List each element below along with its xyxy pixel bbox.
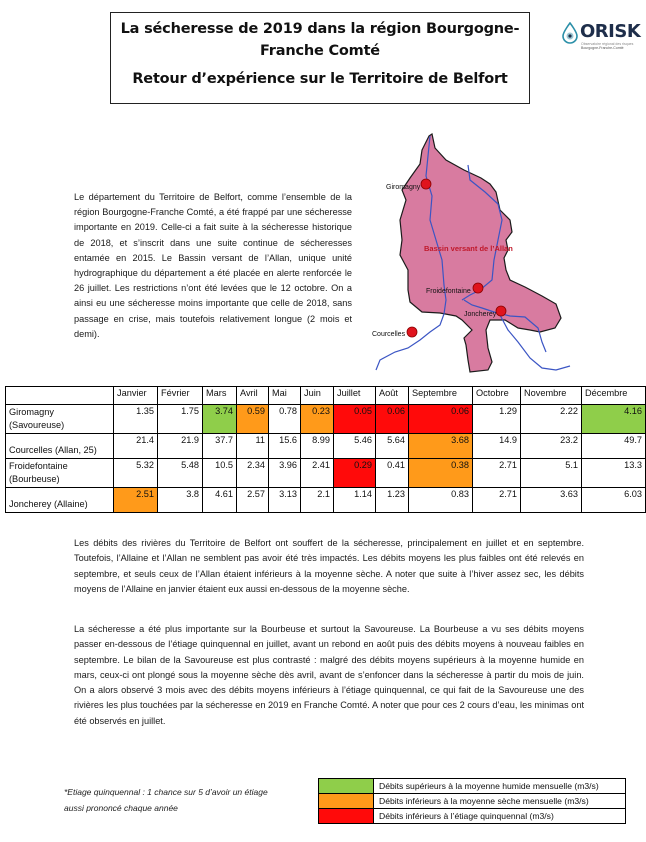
allan-basin-map bbox=[360, 120, 610, 382]
logo-name: ORISK bbox=[580, 21, 641, 42]
flow-cell: 1.23 bbox=[376, 488, 409, 513]
title-line-2: Franche Comté bbox=[260, 43, 380, 59]
flow-cell: 0.29 bbox=[334, 459, 376, 488]
station-name: Courcelles (Allan, 25) bbox=[6, 434, 114, 459]
column-header: Avril bbox=[237, 387, 269, 405]
flow-cell: 15.6 bbox=[269, 434, 301, 459]
page-title bbox=[111, 18, 529, 62]
flow-cell: 3.96 bbox=[269, 459, 301, 488]
flow-cell: 0.41 bbox=[376, 459, 409, 488]
column-header: Mai bbox=[269, 387, 301, 405]
flow-cell: 4.16 bbox=[582, 405, 646, 434]
legend-item bbox=[319, 809, 626, 824]
flow-cell: 13.3 bbox=[582, 459, 646, 488]
footnote: *Etiage quinquennal : 1 chance sur 5 d’avoir un étiage aussi prononcé chaque année bbox=[64, 787, 268, 813]
title-box bbox=[110, 12, 530, 104]
flow-cell: 3.13 bbox=[269, 488, 301, 513]
flow-cell: 0.38 bbox=[409, 459, 473, 488]
table-header-row bbox=[6, 387, 646, 405]
flow-cell: 5.46 bbox=[334, 434, 376, 459]
flow-cell: 21.9 bbox=[158, 434, 203, 459]
flow-cell: 11 bbox=[237, 434, 269, 459]
orisk-logo bbox=[560, 20, 640, 50]
column-header: Janvier bbox=[114, 387, 158, 405]
legend-item bbox=[319, 794, 626, 809]
table-row bbox=[6, 459, 646, 488]
flow-cell: 0.06 bbox=[409, 405, 473, 434]
flow-cell: 0.78 bbox=[269, 405, 301, 434]
flow-cell: 4.61 bbox=[203, 488, 237, 513]
flow-cell: 5.32 bbox=[114, 459, 158, 488]
flow-cell: 5.64 bbox=[376, 434, 409, 459]
flow-cell: 6.03 bbox=[582, 488, 646, 513]
table-row bbox=[6, 434, 646, 459]
legend-label: Débits inférieurs à la moyenne sèche mensuelle (m3/s) bbox=[374, 794, 626, 809]
flow-cell: 8.99 bbox=[301, 434, 334, 459]
title-line-1: La sécheresse de 2019 dans la région Bourgogne- bbox=[120, 21, 520, 37]
logo-tagline-2: Bourgogne-Franche-Comté bbox=[581, 46, 624, 50]
column-header: Mars bbox=[203, 387, 237, 405]
flow-cell: 5.1 bbox=[521, 459, 582, 488]
station-label-joncherey: Joncherey bbox=[464, 311, 497, 318]
table-row bbox=[6, 405, 646, 434]
flow-cell: 0.59 bbox=[237, 405, 269, 434]
flow-cell: 2.71 bbox=[473, 488, 521, 513]
monthly-flows-table bbox=[5, 386, 646, 513]
legend-item bbox=[319, 779, 626, 794]
flow-cell: 2.1 bbox=[301, 488, 334, 513]
flow-cell: 14.9 bbox=[473, 434, 521, 459]
station-label-courcelles: Courcelles bbox=[372, 331, 406, 338]
flow-cell: 2.22 bbox=[521, 405, 582, 434]
flow-cell: 2.71 bbox=[473, 459, 521, 488]
legend-swatch-green bbox=[319, 779, 374, 794]
flow-cell: 37.7 bbox=[203, 434, 237, 459]
flow-cell: 23.2 bbox=[521, 434, 582, 459]
flow-cell: 3.68 bbox=[409, 434, 473, 459]
flow-cell: 0.06 bbox=[376, 405, 409, 434]
column-header: Février bbox=[158, 387, 203, 405]
column-header: Septembre bbox=[409, 387, 473, 405]
flow-cell: 3.8 bbox=[158, 488, 203, 513]
legend-label: Débits inférieurs à l’étiage quinquennal (m3/s) bbox=[374, 809, 626, 824]
flow-cell: 2.57 bbox=[237, 488, 269, 513]
flow-cell: 1.14 bbox=[334, 488, 376, 513]
flow-cell: 2.41 bbox=[301, 459, 334, 488]
flow-cell: 2.51 bbox=[114, 488, 158, 513]
column-header bbox=[6, 387, 114, 405]
flow-cell: 2.34 bbox=[237, 459, 269, 488]
flow-cell: 1.35 bbox=[114, 405, 158, 434]
legend-swatch-red bbox=[319, 809, 374, 824]
flow-cell: 10.5 bbox=[203, 459, 237, 488]
column-header: Décembre bbox=[582, 387, 646, 405]
column-header: Juillet bbox=[334, 387, 376, 405]
flow-cell: 49.7 bbox=[582, 434, 646, 459]
flow-cell: 1.29 bbox=[473, 405, 521, 434]
column-header: Août bbox=[376, 387, 409, 405]
station-name: Joncherey (Allaine) bbox=[6, 488, 114, 513]
intro-paragraph: Le département du Territoire de Belfort, comme l’ensemble de la région Bourgogne-Franche Comté, a été frappé par une sécheresse importante en 2019. Celle-ci a fait suite à la sécheresse historique de 2018, et s’inscrit dans une suite continue de sécheresses entamée en 2015. Le Bassin versant de l’Allan, unique unité hydrographique du département a été placée en alerte renforcée le 26 juillet. Les restrictions n’ont été levées que le 12 octobre. On a ainsi eu une sécheresse moins importante que celle de 2018, sans passage en crise, mais toutefois relativement longue (2 mois et demi). bbox=[74, 192, 352, 339]
water-drop-eye-icon bbox=[562, 22, 578, 44]
flow-cell: 1.75 bbox=[158, 405, 203, 434]
station-label-giromagny: Giromagny bbox=[386, 184, 421, 191]
page-subtitle: Retour d’expérience sur le Territoire de Belfort bbox=[132, 71, 508, 87]
analysis-paragraph-2: La sécheresse a été plus importante sur la Bourbeuse et surtout la Savoureuse. La Bourbeuse a vu ses débits moyens passer en-dessous de l’étiage quinquennal en juillet, avant un rebond en août puis des débits moyens à nouveau faibles en septembre. Le bilan de la Savoureuse est plus contrasté : malgré des débits moyens supérieurs à la moyenne humide en mars, ceux-ci ont plongé sous la moyenne sèche dès avril, avant de s’enfoncer dans la sécheresse à partir du mois de juin. On a alors observé 3 mois avec des débits moyens inférieurs à l’étiage quinquennal, ce qui fait de la Savoureuse une des rivières les plus touchées par la sécheresse en 2019 en Franche Comté. A noter que pour ces 2 cours d’eau, les minimas ont été observés en juillet. bbox=[74, 624, 584, 726]
station-name: Froidefontaine (Bourbeuse) bbox=[6, 459, 114, 488]
column-header: Juin bbox=[301, 387, 334, 405]
analysis-paragraph-1: Les débits des rivières du Territoire de Belfort ont souffert de la sécheresse, principalement en juillet et en septembre. Toutefois, l’Allaine et l’Allan ne semblent pas avoir été très impactés. Les débits moyens les plus faibles ont été relevés en septembre, et seuls ceux de l’Allan étaient inférieurs à la moyenne sèche. A noter que suite à l’hiver assez sec, les débits moyens de l’Allaine en janvier étaient eux aussi en-dessous de la moyenne sèche. bbox=[74, 538, 584, 594]
flow-cell: 0.05 bbox=[334, 405, 376, 434]
flow-cell: 0.83 bbox=[409, 488, 473, 513]
color-legend bbox=[318, 778, 626, 824]
flow-cell: 21.4 bbox=[114, 434, 158, 459]
basin-label: Bassin versant de l’Allan bbox=[424, 244, 513, 253]
legend-label: Débits supérieurs à la moyenne humide mensuelle (m3/s) bbox=[374, 779, 626, 794]
station-label-froidefontaine: Froidefontaine bbox=[426, 288, 471, 295]
column-header: Novembre bbox=[521, 387, 582, 405]
flow-cell: 0.23 bbox=[301, 405, 334, 434]
legend-swatch-orange bbox=[319, 794, 374, 809]
table-row bbox=[6, 488, 646, 513]
flow-cell: 3.74 bbox=[203, 405, 237, 434]
station-name: Giromagny (Savoureuse) bbox=[6, 405, 114, 434]
column-header: Octobre bbox=[473, 387, 521, 405]
flow-cell: 3.63 bbox=[521, 488, 582, 513]
logo-tagline: Observatoire régional des risques bbox=[581, 42, 634, 46]
flow-cell: 5.48 bbox=[158, 459, 203, 488]
